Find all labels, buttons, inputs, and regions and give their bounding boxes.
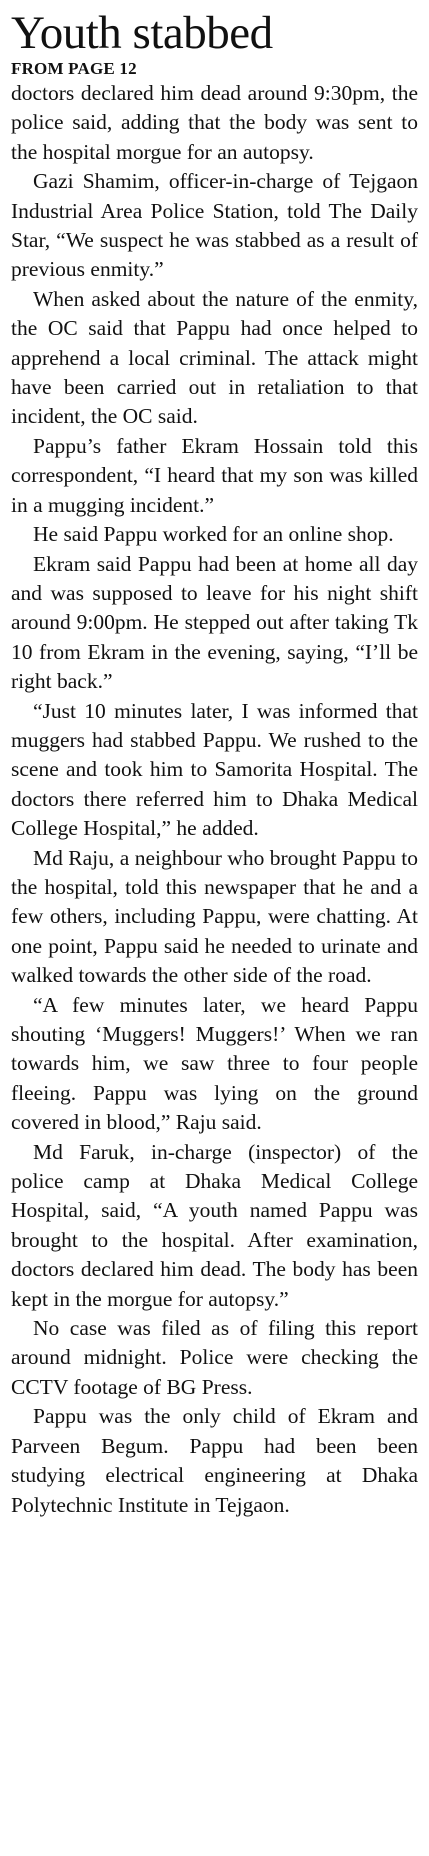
article-paragraph: Md Raju, a neighbour who brought Pappu to the hospital, told this newspaper that he and a few others, including Pappu, were chatting. At one point, Pappu said he needed to urinate and walked towards the other side of the road.: [11, 845, 418, 988]
article-headline: Youth stabbed: [11, 7, 273, 59]
article-paragraph: doctors declared him dead around 9:30pm, the police said, adding that the body was sent to the hospital morgue for an autopsy.: [11, 81, 418, 164]
article-paragraph: Md Faruk, in-charge (inspector) of the police camp at Dhaka Medical College Hospital, said, “A youth named Pappu was brought to the hospital. After examination, doctors declared him dead. The body has been kept in the morgue for autopsy.”: [11, 1139, 418, 1311]
article-paragraph: No case was filed as of filing this report around midnight. Police were checking the CCTV footage of BG Press.: [11, 1316, 418, 1399]
article-paragraph: Gazi Shamim, officer-in-charge of Tejgaon Industrial Area Police Station, told The Daily Star, “We suspect he was stabbed as a result of previous enmity.”: [11, 169, 418, 282]
article-paragraph: He said Pappu worked for an online shop.: [33, 522, 394, 547]
article-paragraph: “Just 10 minutes later, I was informed that muggers had stabbed Pappu. We rushed to the scene and took him to Samorita Hospital. The doctors there referred him to Dhaka Medical College Hospital,” he added.: [11, 698, 418, 841]
article-paragraph: Pappu was the only child of Ekram and Parveen Begum. Pappu had been been studying electrical engineering at Dhaka Polytechnic Institute in Tejgaon.: [11, 1404, 418, 1517]
article-paragraph: Ekram said Pappu had been at home all day and was supposed to leave for his night shift around 9:00pm. He stepped out after taking Tk 10 from Ekram in the evening, saying, “I’ll be right back.”: [11, 551, 418, 694]
article-paragraph: When asked about the nature of the enmity, the OC said that Pappu had once helped to apprehend a local criminal. The attack might have been carried out in retaliation to that incident, the OC said.: [11, 286, 418, 429]
article-body: [11, 79, 418, 1520]
article-paragraph: “A few minutes later, we heard Pappu shouting ‘Muggers! Muggers!’ When we ran towards him, we saw three to four people fleeing. Pappu was lying on the ground covered in blood,” Raju said.: [11, 992, 418, 1135]
continued-from-page-label: FROM PAGE 12: [11, 59, 137, 78]
article-paragraph: Pappu’s father Ekram Hossain told this correspondent, “I heard that my son was killed in a mugging incident.”: [11, 433, 418, 517]
